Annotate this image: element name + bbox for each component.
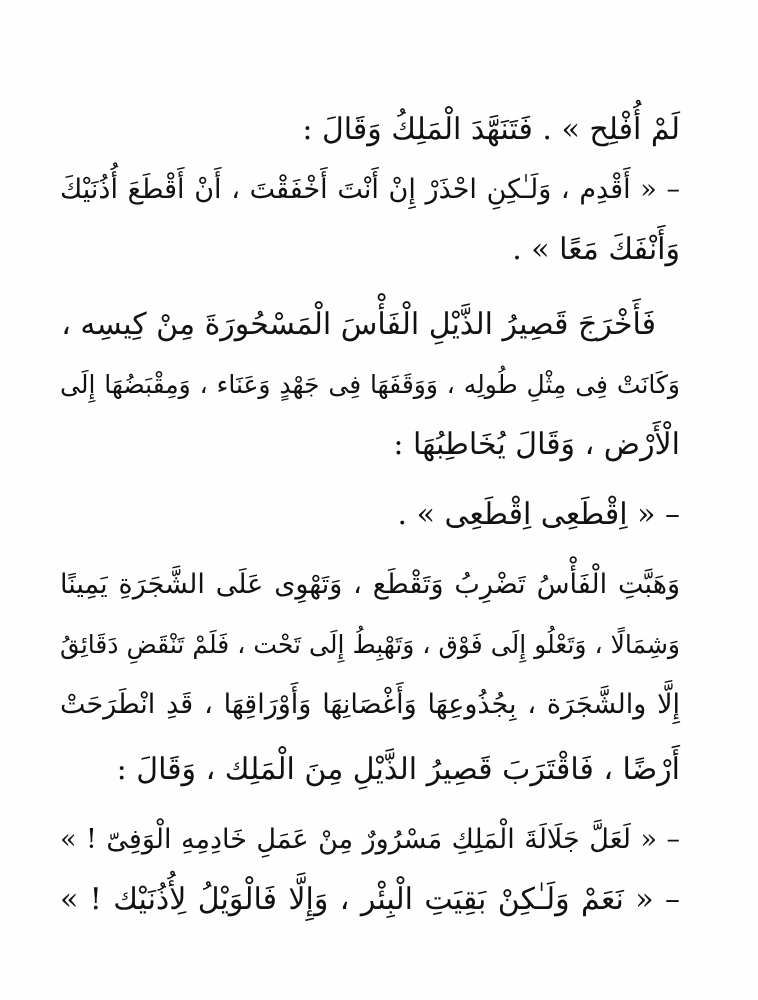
text-line: – « اِقْطَعِى اِقْطَعِى » .: [397, 497, 680, 532]
text-line: الْأَرْض ، وَقَالَ يُخَاطِبُهَا :: [393, 427, 680, 462]
text-line: وَشِمَالًا ، وَتَعْلُو إِلَى فَوْق ، وَتَهْبِطُ إِلَى تَحْت ، فَلَمْ تَنْقَضِ دَقَائِقُ: [60, 630, 680, 659]
text-line: – « نَعَمْ وَلَـٰكِنْ بَقِيَتِ الْبِئْر ، وَإِلَّا فَالْوَيْلُ لِأُذُنَيْك ! »: [60, 882, 680, 917]
text-line: فَأَخْرَجَ قَصِيرُ الذَّيْلِ الْفَأْسَ الْمَسْحُورَةَ مِنْ كِيسِه ،: [61, 307, 656, 342]
text-line: أَرْضًا ، فَاقْتَرَبَ قَصِيرُ الذَّيْلِ مِنَ الْمَلِك ، وَقَالَ :: [116, 752, 680, 787]
text-line: وَهَبَّتِ الْفَأْسُ تَضْرِبُ وَتَقْطَع ، وَتَهْوِى عَلَى الشَّجَرَةِ يَمِينًا: [60, 569, 680, 600]
text-line: لَمْ أُفْلِح » . فَتَنَهَّدَ الْمَلِكُ وَقَالَ :: [302, 112, 680, 147]
text-line: – « لَعَلَّ جَلَالَةَ الْمَلِكِ مَسْرُورٌ مِنْ عَمَلِ خَادِمِهِ الْوَفِىّ ! »: [60, 824, 680, 855]
text-line: وَكَانَتْ فِى مِثْلِ طُولِه ، وَوَقَفَهَا فِى جَهْدٍ وَعَنَاء ، وَمِقْبَضُهَا إِلَى: [60, 370, 680, 399]
text-line: – « أَقْدِم ، وَلَـٰكِنِ احْذَرْ إِنْ أَنْتَ أَخْفَقْتَ ، أَنْ أَقْطَعَ أُذُنَيْكَ: [60, 174, 680, 205]
text-line: إِلَّا والشَّجَرَة ، بِجُذُوعِهَا وَأَغْصَانِهَا وَأَوْرَاقِهَا ، قَدِ انْطَرَحَتْ: [60, 689, 680, 720]
text-line: وَأَنْفَكَ مَعًا » .: [512, 232, 680, 267]
